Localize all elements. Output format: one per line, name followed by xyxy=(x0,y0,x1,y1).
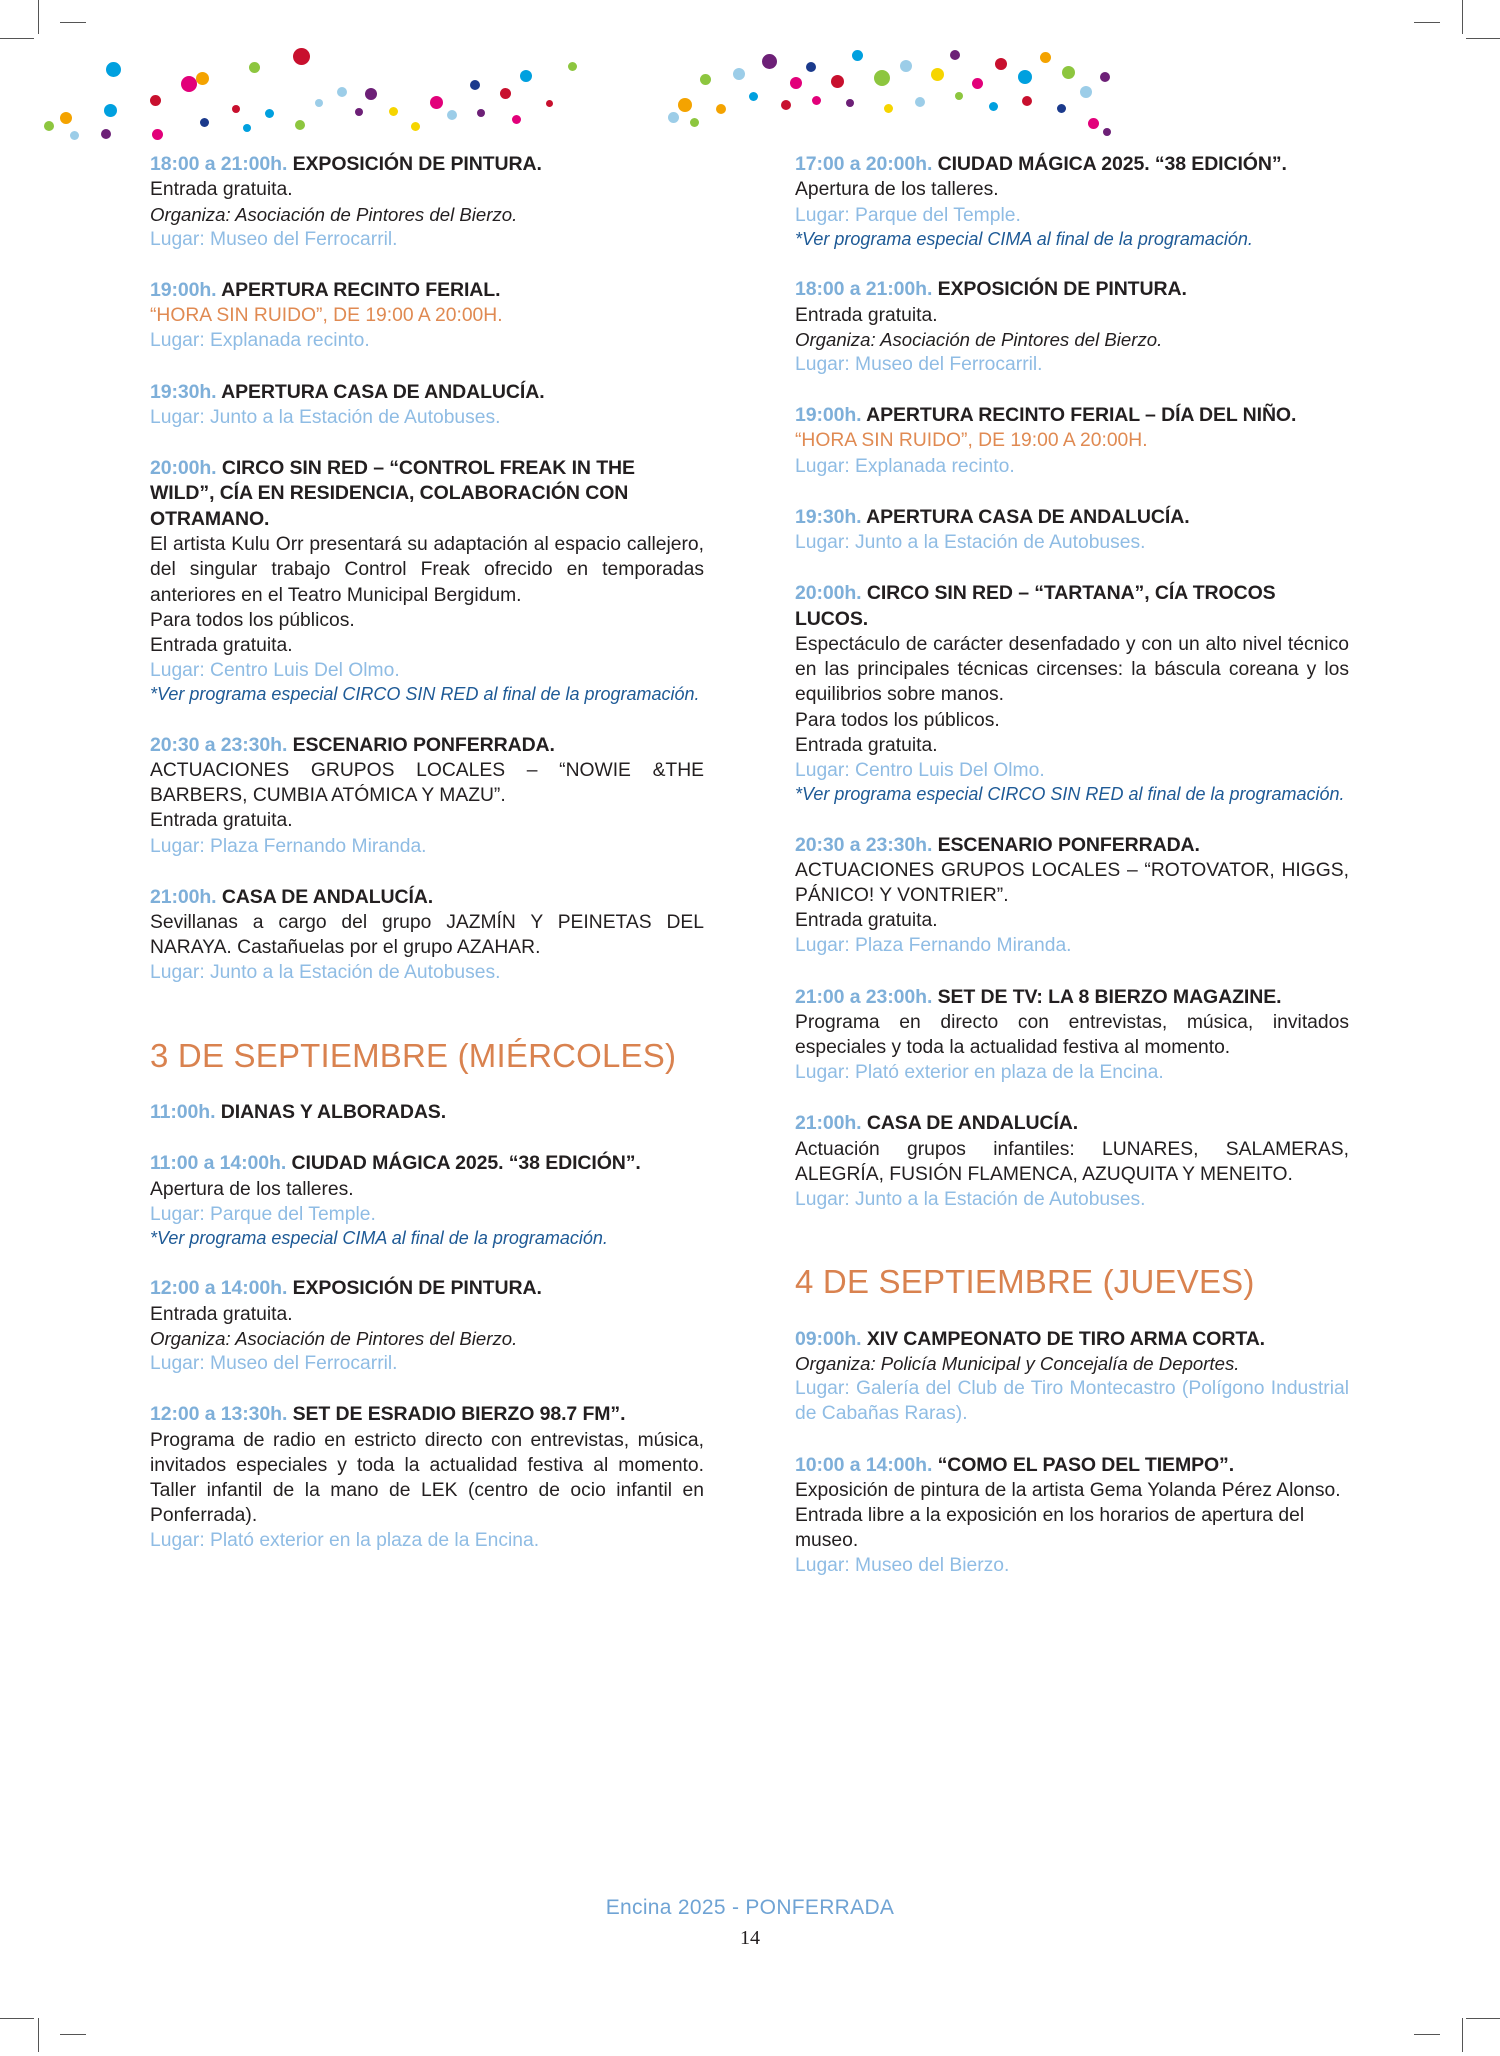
event-detail-line: Lugar: Museo del Ferrocarril. xyxy=(795,353,1043,375)
confetti-dot xyxy=(749,92,758,101)
confetti-dot xyxy=(365,88,377,100)
confetti-dot xyxy=(989,102,998,111)
event-detail-line: Apertura de los talleres. xyxy=(150,1178,354,1200)
confetti-dot xyxy=(243,124,251,132)
event-detail-line: Sevillanas a cargo del grupo JAZMÍN Y PEINETAS DEL NARAYA. Castañuelas por el grupo AZAHAR. xyxy=(150,912,704,959)
event-time: 19:00h. xyxy=(795,404,862,427)
event-title xyxy=(150,1402,704,1427)
crop-mark xyxy=(0,2018,34,2019)
event-time: 20:00h. xyxy=(150,457,217,480)
page-footer xyxy=(0,1896,1500,1950)
event-title xyxy=(150,152,704,177)
confetti-dot xyxy=(106,62,121,77)
confetti-dot xyxy=(265,109,274,118)
event-detail-line: Entrada gratuita. xyxy=(150,634,293,656)
event-detail-line: “HORA SIN RUIDO”, DE 19:00 A 20:00H. xyxy=(795,430,1148,452)
confetti-dot xyxy=(337,87,347,97)
event-detail-line: Entrada libre a la exposición en los horarios de apertura del museo. xyxy=(795,1505,1305,1552)
event-name: “COMO EL PASO DEL TIEMPO”. xyxy=(937,1453,1235,1476)
confetti-dot xyxy=(355,108,363,116)
event-block xyxy=(150,456,704,707)
confetti-dot xyxy=(955,92,963,100)
event-block xyxy=(795,1111,1349,1212)
event-time: 21:00 a 23:00h. xyxy=(795,985,933,1008)
event-block xyxy=(150,380,704,431)
confetti-dot xyxy=(806,62,816,72)
event-name: EXPOSICIÓN DE PINTURA. xyxy=(937,278,1187,301)
confetti-dot xyxy=(1080,86,1092,98)
event-title xyxy=(795,403,1349,428)
confetti-dot xyxy=(470,80,480,90)
event-detail-line: Lugar: Junto a la Estación de Autobuses. xyxy=(150,962,501,984)
confetti-dot xyxy=(700,74,711,85)
confetti-dot xyxy=(900,60,912,72)
event-name: EXPOSICIÓN DE PINTURA. xyxy=(292,1277,542,1300)
event-name: ESCENARIO PONFERRADA. xyxy=(937,833,1200,856)
event-name: EXPOSICIÓN DE PINTURA. xyxy=(292,153,542,175)
confetti-dot xyxy=(831,75,844,88)
confetti-dot xyxy=(315,99,323,107)
event-detail-line: ACTUACIONES GRUPOS LOCALES – “ROTOVATOR, HIGGS, PÁNICO! Y VONTRIER”. xyxy=(795,859,1349,907)
event-detail-line: Lugar: Plató exterior en plaza de la Encina. xyxy=(795,1062,1164,1084)
event-detail-line: Entrada gratuita. xyxy=(150,810,293,832)
confetti-dot xyxy=(1022,96,1032,106)
event-title xyxy=(150,885,704,910)
event-time: 20:30 a 23:30h. xyxy=(150,733,288,756)
confetti-dot xyxy=(950,50,960,60)
event-detail-line: Entrada gratuita. xyxy=(150,179,293,201)
event-detail-line: Lugar: Museo del Bierzo. xyxy=(795,1555,1010,1577)
confetti-dot xyxy=(70,131,79,140)
event-time: 17:00 a 20:00h. xyxy=(795,153,933,175)
confetti-dot xyxy=(150,95,161,106)
confetti-dot xyxy=(690,118,699,127)
confetti-dot xyxy=(546,100,553,107)
confetti-dot xyxy=(200,118,209,127)
confetti-dot xyxy=(1103,128,1111,136)
event-detail-line: Apertura de los talleres. xyxy=(795,179,999,201)
day-heading: 4 DE SEPTIEMBRE (JUEVES) xyxy=(795,1263,1255,1301)
event-title xyxy=(795,1111,1349,1136)
confetti-dot xyxy=(846,99,854,107)
event-block xyxy=(795,1327,1349,1427)
left-column xyxy=(150,152,704,1579)
confetti-dot xyxy=(232,105,240,113)
event-name: CIRCO SIN RED – “CONTROL FREAK IN THE WILD”, CÍA EN RESIDENCIA, COLABORACIÓN CON OTRAMANO. xyxy=(150,457,635,530)
crop-mark xyxy=(1462,2018,1463,2052)
confetti-dot xyxy=(60,112,72,124)
event-detail-line: Organiza: Policía Municipal y Concejalía de Deportes. xyxy=(795,1352,1240,1374)
event-title xyxy=(795,1327,1349,1352)
event-detail-line: Lugar: Parque del Temple. xyxy=(795,204,1021,226)
event-name: DIANAS Y ALBORADAS. xyxy=(220,1100,447,1123)
event-block xyxy=(795,403,1349,479)
event-block xyxy=(795,277,1349,377)
confetti-dot xyxy=(196,72,209,85)
confetti-dot xyxy=(152,129,163,140)
confetti-dot xyxy=(101,129,111,139)
event-name: APERTURA CASA DE ANDALUCÍA. xyxy=(221,380,545,403)
event-detail-line: Exposición de pintura de la artista Gema Yolanda Pérez Alonso. xyxy=(795,1479,1341,1501)
confetti-dot xyxy=(44,121,54,131)
confetti-dot xyxy=(1057,104,1066,113)
program-columns xyxy=(150,152,1350,1579)
event-detail-line: *Ver programa especial CIMA al final de la programación. xyxy=(150,1227,608,1248)
event-block xyxy=(795,505,1349,556)
crop-mark xyxy=(1466,2018,1500,2019)
confetti-dot xyxy=(884,104,893,113)
confetti-dot xyxy=(1018,70,1032,84)
event-title xyxy=(150,1100,704,1125)
event-block xyxy=(150,1151,704,1250)
event-detail-line: El artista Kulu Orr presentará su adaptación al espacio callejero, del singular trabajo Control Freak ofrecido en temporadas anteriores en el Teatro Municipal Bergidum. xyxy=(150,534,704,606)
event-name: CIUDAD MÁGICA 2025. “38 EDICIÓN”. xyxy=(291,1152,641,1175)
event-name: SET DE TV: LA 8 BIERZO MAGAZINE. xyxy=(937,985,1282,1008)
event-time: 18:00 a 21:00h. xyxy=(795,278,933,301)
event-title xyxy=(150,1276,704,1301)
event-detail-line: Lugar: Museo del Ferrocarril. xyxy=(150,228,398,250)
event-block xyxy=(795,581,1349,806)
right-column xyxy=(795,152,1349,1579)
event-time: 20:00h. xyxy=(795,582,862,605)
event-detail-line: Lugar: Centro Luis Del Olmo. xyxy=(795,759,1045,781)
event-detail-line: Organiza: Asociación de Pintores del Bierzo. xyxy=(150,203,518,225)
event-time: 12:00 a 13:30h. xyxy=(150,1403,288,1426)
event-detail-line: Actuación grupos infantiles: LUNARES, SALAMERAS, ALEGRÍA, FUSIÓN FLAMENCA, AZUQUITA Y MENEITO. xyxy=(795,1138,1349,1185)
event-detail-line: Para todos los públicos. xyxy=(150,609,355,631)
event-name: APERTURA RECINTO FERIAL. xyxy=(221,278,501,301)
event-detail-line: Entrada gratuita. xyxy=(795,734,938,756)
event-title xyxy=(795,985,1349,1010)
confetti-dot xyxy=(411,122,420,131)
event-detail-line: Espectáculo de carácter desenfadado y con un alto nivel técnico en las principales técnicas circenses: la báscula coreana y los equilibrios sobre manos. xyxy=(795,634,1349,706)
confetti-dot xyxy=(995,58,1007,70)
event-name: APERTURA CASA DE ANDALUCÍA. xyxy=(866,505,1190,528)
event-detail-line: Programa de radio en estricto directo con entrevistas, música, invitados especiales y toda la actualidad festiva al momento. Taller infantil de la mano de LEK (centro de ocio infantil en Ponferrada). xyxy=(150,1429,704,1527)
event-name: CIUDAD MÁGICA 2025. “38 EDICIÓN”. xyxy=(937,153,1287,175)
confetti-dot xyxy=(812,96,821,105)
confetti-dot xyxy=(931,68,944,81)
confetti-dot xyxy=(668,112,679,123)
event-time: 09:00h. xyxy=(795,1327,862,1350)
confetti-dot xyxy=(249,62,260,73)
event-block xyxy=(150,1100,704,1125)
event-time: 19:00h. xyxy=(150,278,217,301)
confetti-dot xyxy=(512,115,521,124)
event-detail-line: Lugar: Junto a la Estación de Autobuses. xyxy=(150,406,501,428)
event-detail-line: Lugar: Plató exterior en la plaza de la Encina. xyxy=(150,1530,540,1552)
event-block xyxy=(150,733,704,859)
event-title xyxy=(150,733,704,758)
confetti-dot xyxy=(762,54,777,69)
confetti-dot xyxy=(874,70,890,86)
event-detail-line: ACTUACIONES GRUPOS LOCALES – “NOWIE &THE BARBERS, CUMBIA ATÓMICA Y MAZU”. xyxy=(150,760,704,807)
confetti-dot xyxy=(1040,52,1051,63)
footer-title: Encina 2025 - PONFERRADA xyxy=(605,1896,895,1919)
event-title xyxy=(795,505,1349,530)
crop-mark xyxy=(38,2018,39,2052)
event-title xyxy=(150,278,704,303)
event-time: 11:00 a 14:00h. xyxy=(150,1152,287,1175)
event-detail-line: Lugar: Explanada recinto. xyxy=(795,455,1015,477)
event-time: 21:00h. xyxy=(150,885,217,908)
confetti-dot xyxy=(430,96,443,109)
confetti-dot xyxy=(293,48,310,65)
crop-mark xyxy=(1414,2034,1440,2035)
event-title xyxy=(795,833,1349,858)
event-detail-line: *Ver programa especial CIRCO SIN RED al final de la programación. xyxy=(150,684,700,705)
confetti-dot xyxy=(1062,66,1075,79)
event-detail-line: Entrada gratuita. xyxy=(795,304,938,326)
event-detail-line: Lugar: Galería del Club de Tiro Montecastro (Polígono Industrial de Cabañas Raras). xyxy=(795,1378,1349,1425)
confetti-dot xyxy=(181,76,197,92)
confetti-dot xyxy=(852,50,863,61)
event-name: CASA DE ANDALUCÍA. xyxy=(221,885,434,908)
event-time: 19:30h. xyxy=(150,380,217,403)
event-title xyxy=(150,1151,704,1176)
event-detail-line: Lugar: Plaza Fernando Miranda. xyxy=(795,935,1072,957)
event-block xyxy=(795,152,1349,251)
event-detail-line: Lugar: Museo del Ferrocarril. xyxy=(150,1353,398,1375)
confetti-dot xyxy=(295,120,305,130)
event-detail-line: Programa en directo con entrevistas, música, invitados especiales y toda la actualidad festiva al momento. xyxy=(795,1011,1349,1059)
event-block xyxy=(795,833,1349,959)
confetti-dot xyxy=(1088,118,1099,129)
confetti-dot xyxy=(389,107,398,116)
event-block xyxy=(150,1276,704,1376)
event-title xyxy=(795,152,1349,177)
confetti-dot xyxy=(781,100,791,110)
event-detail-line: *Ver programa especial CIMA al final de la programación. xyxy=(795,228,1253,249)
confetti-dot xyxy=(915,97,925,107)
event-time: 18:00 a 21:00h. xyxy=(150,153,288,175)
confetti-dot xyxy=(500,88,511,99)
event-time: 12:00 a 14:00h. xyxy=(150,1277,288,1300)
event-detail-line: “HORA SIN RUIDO”, DE 19:00 A 20:00H. xyxy=(150,305,503,327)
confetti-dot xyxy=(716,104,726,114)
event-detail-line: Lugar: Junto a la Estación de Autobuses. xyxy=(795,1189,1146,1211)
event-time: 19:30h. xyxy=(795,505,862,528)
confetti-dot xyxy=(678,98,692,112)
event-name: SET DE ESRADIO BIERZO 98.7 FM”. xyxy=(292,1403,626,1426)
confetti-dot xyxy=(568,62,577,71)
event-name: CIRCO SIN RED – “TARTANA”, CÍA TROCOS LUCOS. xyxy=(795,582,1276,630)
confetti-dot xyxy=(972,78,983,89)
event-title xyxy=(150,380,704,405)
confetti-dot xyxy=(733,68,745,80)
event-time: 21:00h. xyxy=(795,1112,862,1135)
event-detail-line: Para todos los públicos. xyxy=(795,709,1000,731)
event-detail-line: Organiza: Asociación de Pintores del Bierzo. xyxy=(795,328,1163,350)
event-detail-line: *Ver programa especial CIRCO SIN RED al final de la programación. xyxy=(795,784,1345,805)
event-time: 10:00 a 14:00h. xyxy=(795,1453,933,1476)
event-block xyxy=(795,1453,1349,1579)
confetti-dot xyxy=(1100,72,1110,82)
event-block xyxy=(795,985,1349,1086)
event-detail-line: Entrada gratuita. xyxy=(795,910,938,932)
day-heading: 3 DE SEPTIEMBRE (MIÉRCOLES) xyxy=(150,1036,677,1074)
confetti-dot xyxy=(447,110,457,120)
event-detail-line: Entrada gratuita. xyxy=(150,1303,293,1325)
event-title xyxy=(795,277,1349,302)
crop-mark xyxy=(60,2034,86,2035)
event-block xyxy=(150,278,704,354)
event-time: 11:00h. xyxy=(150,1100,216,1123)
event-detail-line: Organiza: Asociación de Pintores del Bierzo. xyxy=(150,1327,518,1349)
event-detail-line: Lugar: Explanada recinto. xyxy=(150,330,370,352)
confetti-dot xyxy=(477,109,485,117)
event-title xyxy=(795,1453,1349,1478)
event-detail-line: Lugar: Centro Luis Del Olmo. xyxy=(150,660,400,682)
event-title xyxy=(150,456,704,532)
page-number: 14 xyxy=(740,1927,760,1949)
event-block xyxy=(150,152,704,252)
confetti-dot xyxy=(104,104,117,117)
event-detail-line: Lugar: Plaza Fernando Miranda. xyxy=(150,835,427,857)
event-block xyxy=(150,885,704,986)
event-name: CASA DE ANDALUCÍA. xyxy=(866,1112,1079,1135)
event-title xyxy=(795,581,1349,632)
confetti-dot xyxy=(520,70,532,82)
event-detail-line: Lugar: Parque del Temple. xyxy=(150,1203,376,1225)
event-detail-line: Lugar: Junto a la Estación de Autobuses. xyxy=(795,532,1146,554)
confetti-dot xyxy=(790,77,802,89)
event-block xyxy=(150,1402,704,1553)
event-name: XIV CAMPEONATO DE TIRO ARMA CORTA. xyxy=(866,1327,1266,1350)
event-name: APERTURA RECINTO FERIAL – DÍA DEL NIÑO. xyxy=(866,404,1297,427)
event-time: 20:30 a 23:30h. xyxy=(795,833,933,856)
event-name: ESCENARIO PONFERRADA. xyxy=(292,733,555,756)
